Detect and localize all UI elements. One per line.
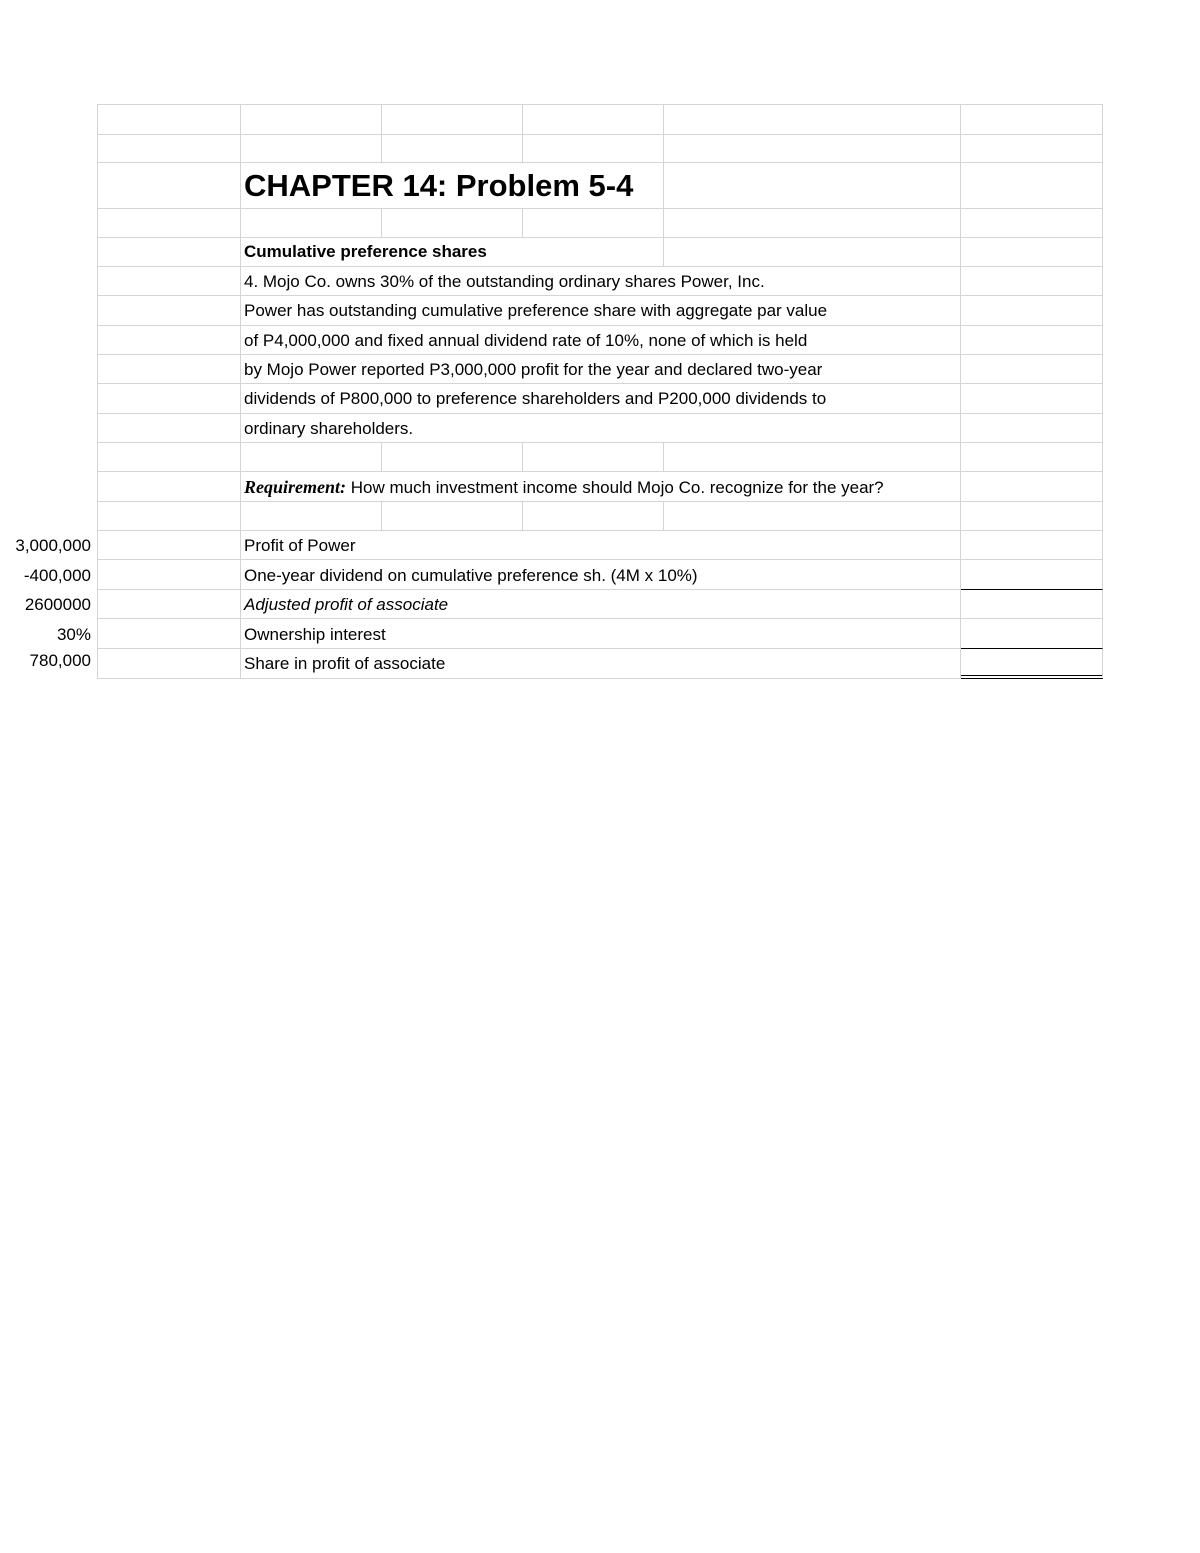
calc-label: Share in profit of associate [244,654,446,673]
problem-line: ordinary shareholders. [244,419,414,438]
calc-value: 30% [56,625,91,644]
problem-line: Power has outstanding cumulative preference share with aggregate par value [244,301,828,320]
requirement-text: How much investment income should Mojo Co. recognize for the year? [346,478,884,497]
problem-line: dividends of P800,000 to preference shareholders and P200,000 dividends to [244,389,827,408]
calc-value: 2600000 [24,595,91,614]
calc-total-value: 780,000 [29,651,91,670]
grid-row-blank-2 [97,502,1103,531]
calc-label: Adjusted profit of associate [244,595,449,614]
calc-label: Ownership interest [244,625,386,644]
problem-line: 4. Mojo Co. owns 30% of the outstanding ordinary shares Power, Inc. [244,272,765,291]
calc-label: Profit of Power [244,536,356,555]
requirement [244,477,884,498]
calc-value: 3,000,000 [15,536,91,555]
section-heading: Cumulative preference shares [244,242,487,261]
problem-line: by Mojo Power reported P3,000,000 profit for the year and declared two-year [244,360,823,379]
grid-row-blank-1 [97,443,1103,472]
problem-line: of P4,000,000 and fixed annual dividend rate of 10%, none of which is held [244,331,808,350]
grid-row-2 [97,134,1103,163]
grid-row-4 [97,209,1103,238]
requirement-label: Requirement: [244,477,346,497]
page-title: CHAPTER 14: Problem 5-4 [244,168,634,203]
grid-row-1 [97,104,1103,135]
calc-label: One-year dividend on cumulative preference sh. (4M x 10%) [244,566,698,585]
calc-value: -400,000 [23,566,91,585]
